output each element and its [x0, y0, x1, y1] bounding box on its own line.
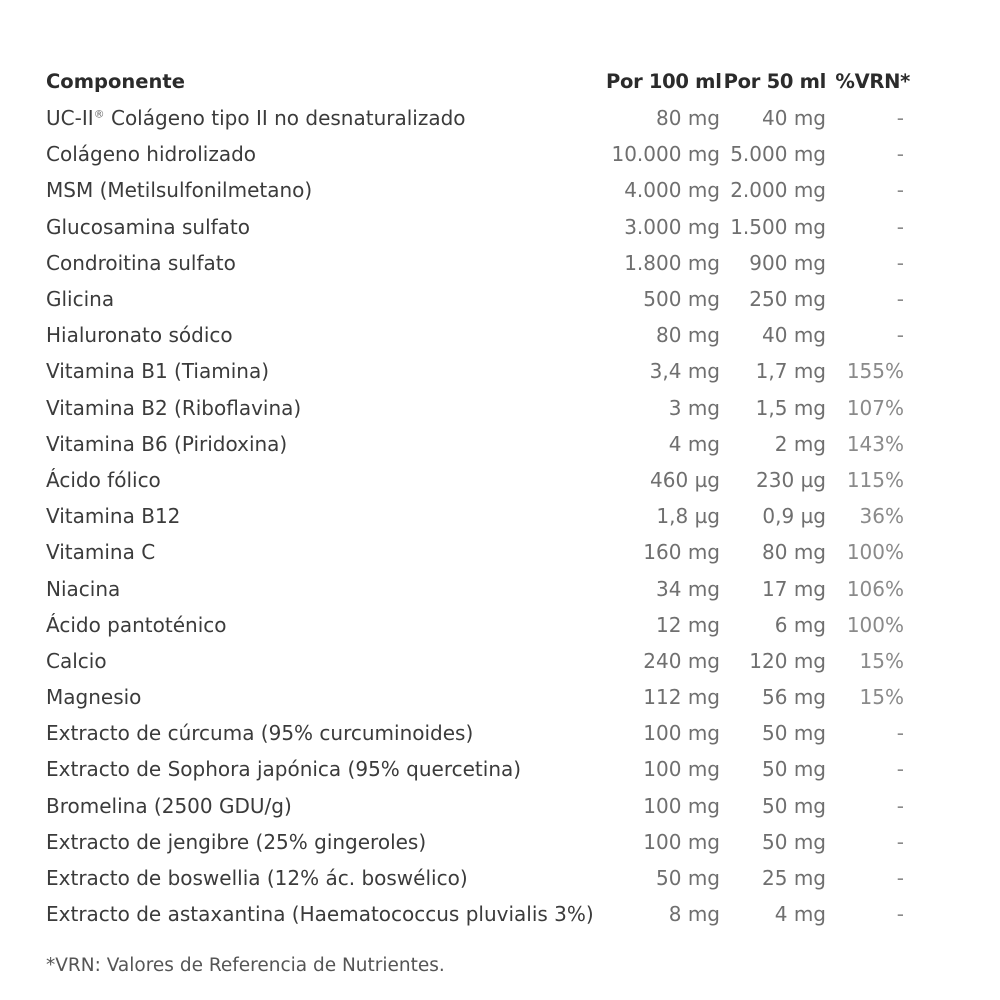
header-vrn: %VRN*: [835, 69, 910, 93]
component-name-prefix: UC-II: [46, 106, 94, 131]
component-name: Extracto de jengibre (25% gingeroles): [46, 829, 427, 854]
table-row: [46, 643, 910, 679]
table-row: [46, 788, 910, 824]
value-vrn: -: [896, 106, 904, 131]
value-per-100ml: 80 mg: [656, 106, 720, 131]
component-name: Vitamina B2 (Riboflavina): [46, 395, 302, 420]
component-name: [46, 100, 606, 136]
value-per-50ml: 1,5 mg: [755, 395, 826, 420]
value-per-50ml: 25 mg: [762, 866, 826, 891]
value-per-100ml: 100 mg: [643, 757, 720, 782]
value-vrn: -: [896, 142, 904, 167]
table-row: [46, 100, 910, 136]
header-per-50ml: Por 50 ml: [723, 69, 826, 93]
component-name: Extracto de boswellia (12% ác. boswélico): [46, 866, 468, 891]
component-name: Vitamina B1 (Tiamina): [46, 359, 270, 384]
value-per-100ml: 112 mg: [643, 685, 720, 710]
value-per-100ml: 50 mg: [656, 866, 720, 891]
value-per-50ml: 0,9 µg: [762, 504, 826, 529]
nutrition-table-panel: [46, 62, 916, 932]
component-name: Magnesio: [46, 685, 142, 710]
table-row: [46, 607, 910, 643]
value-vrn: -: [896, 902, 904, 927]
value-vrn: -: [896, 287, 904, 312]
table-row: [46, 281, 910, 317]
header-component: Componente: [46, 69, 185, 93]
table-row: [46, 462, 910, 498]
table-row: [46, 172, 910, 208]
value-vrn: 155%: [846, 359, 904, 384]
value-per-100ml: 160 mg: [643, 540, 720, 565]
value-per-100ml: 100 mg: [643, 829, 720, 854]
table-row: [46, 896, 910, 932]
value-per-100ml: 500 mg: [643, 287, 720, 312]
value-vrn: 15%: [859, 648, 904, 673]
value-vrn: -: [896, 178, 904, 203]
table-row: [46, 245, 910, 281]
table-row: [46, 498, 910, 534]
component-name: Extracto de cúrcuma (95% curcuminoides): [46, 721, 474, 746]
value-per-50ml: 250 mg: [749, 287, 826, 312]
value-per-50ml: 6 mg: [774, 612, 826, 637]
component-name: Bromelina (2500 GDU/g): [46, 793, 292, 818]
value-per-50ml: 4 mg: [774, 902, 826, 927]
component-name: Condroitina sulfato: [46, 250, 236, 275]
value-per-50ml: 5.000 mg: [730, 142, 826, 167]
component-name: Extracto de Sophora japónica (95% quercetina): [46, 757, 522, 782]
value-vrn: 107%: [846, 395, 904, 420]
table-row: [46, 390, 910, 426]
value-per-100ml: 1,8 µg: [656, 504, 720, 529]
table-header-row: [46, 62, 910, 100]
table-body: [46, 100, 910, 932]
value-per-50ml: 40 mg: [762, 323, 826, 348]
table-row: [46, 353, 910, 389]
value-vrn: -: [896, 721, 904, 746]
table-row: [46, 317, 910, 353]
value-per-100ml: 460 µg: [650, 467, 720, 492]
value-vrn: 100%: [846, 612, 904, 637]
value-vrn: -: [896, 250, 904, 275]
value-per-50ml: 2.000 mg: [730, 178, 826, 203]
value-vrn: -: [896, 829, 904, 854]
value-per-100ml: 4.000 mg: [624, 178, 720, 203]
value-per-50ml: 900 mg: [749, 250, 826, 275]
table-row: [46, 136, 910, 172]
table-row: [46, 824, 910, 860]
value-per-50ml: 2 mg: [774, 431, 826, 456]
table-row: [46, 679, 910, 715]
component-name: Vitamina C: [46, 540, 156, 565]
value-per-50ml: 50 mg: [762, 829, 826, 854]
component-name: Extracto de astaxantina (Haematococcus pluvialis 3%): [46, 902, 594, 927]
vrn-footnote: *VRN: Valores de Referencia de Nutrientes.: [46, 955, 445, 976]
component-name: Vitamina B12: [46, 504, 181, 529]
component-name: Glucosamina sulfato: [46, 214, 250, 239]
value-per-50ml: 17 mg: [762, 576, 826, 601]
component-name: Hialuronato sódico: [46, 323, 233, 348]
component-name: Colágeno hidrolizado: [46, 142, 257, 167]
component-name: Vitamina B6 (Piridoxina): [46, 431, 288, 456]
component-name: Calcio: [46, 648, 107, 673]
value-per-50ml: 1,7 mg: [755, 359, 826, 384]
value-per-100ml: 10.000 mg: [611, 142, 720, 167]
component-name: MSM (Metilsulfonilmetano): [46, 178, 313, 203]
value-per-100ml: 3.000 mg: [624, 214, 720, 239]
value-per-50ml: 50 mg: [762, 793, 826, 818]
value-per-50ml: 230 µg: [756, 467, 826, 492]
component-name: Ácido fólico: [46, 467, 161, 492]
value-per-100ml: 100 mg: [643, 721, 720, 746]
value-per-100ml: 3 mg: [668, 395, 720, 420]
value-per-50ml: 1.500 mg: [730, 214, 826, 239]
value-vrn: -: [896, 214, 904, 239]
value-per-100ml: 1.800 mg: [624, 250, 720, 275]
component-name-suffix: Colágeno tipo II no desnaturalizado: [104, 106, 466, 131]
value-vrn: -: [896, 793, 904, 818]
component-name: Glicina: [46, 287, 115, 312]
value-vrn: -: [896, 866, 904, 891]
value-vrn: 106%: [846, 576, 904, 601]
value-per-100ml: 80 mg: [656, 323, 720, 348]
value-vrn: -: [896, 323, 904, 348]
value-per-100ml: 8 mg: [668, 902, 720, 927]
value-vrn: 100%: [846, 540, 904, 565]
registered-mark: ®: [93, 107, 105, 121]
table-row: [46, 715, 910, 751]
value-vrn: 15%: [859, 685, 904, 710]
table-row: [46, 751, 910, 787]
component-name: Ácido pantoténico: [46, 612, 227, 637]
value-vrn: 143%: [846, 431, 904, 456]
value-per-100ml: 240 mg: [643, 648, 720, 673]
table-row: [46, 860, 910, 896]
nutrition-table: [46, 62, 910, 932]
value-per-100ml: 4 mg: [668, 431, 720, 456]
value-vrn: 36%: [859, 504, 904, 529]
table-row: [46, 534, 910, 570]
value-per-50ml: 50 mg: [762, 757, 826, 782]
value-per-50ml: 56 mg: [762, 685, 826, 710]
header-per-100ml: Por 100 ml: [606, 69, 722, 93]
value-per-50ml: 40 mg: [762, 106, 826, 131]
value-per-50ml: 50 mg: [762, 721, 826, 746]
component-name: Niacina: [46, 576, 121, 601]
value-vrn: 115%: [846, 467, 904, 492]
value-per-100ml: 3,4 mg: [649, 359, 720, 384]
value-per-100ml: 12 mg: [656, 612, 720, 637]
value-per-50ml: 80 mg: [762, 540, 826, 565]
value-per-100ml: 34 mg: [656, 576, 720, 601]
table-row: [46, 570, 910, 606]
table-row: [46, 426, 910, 462]
value-per-100ml: 100 mg: [643, 793, 720, 818]
value-per-50ml: 120 mg: [749, 648, 826, 673]
table-row: [46, 209, 910, 245]
value-vrn: -: [896, 757, 904, 782]
